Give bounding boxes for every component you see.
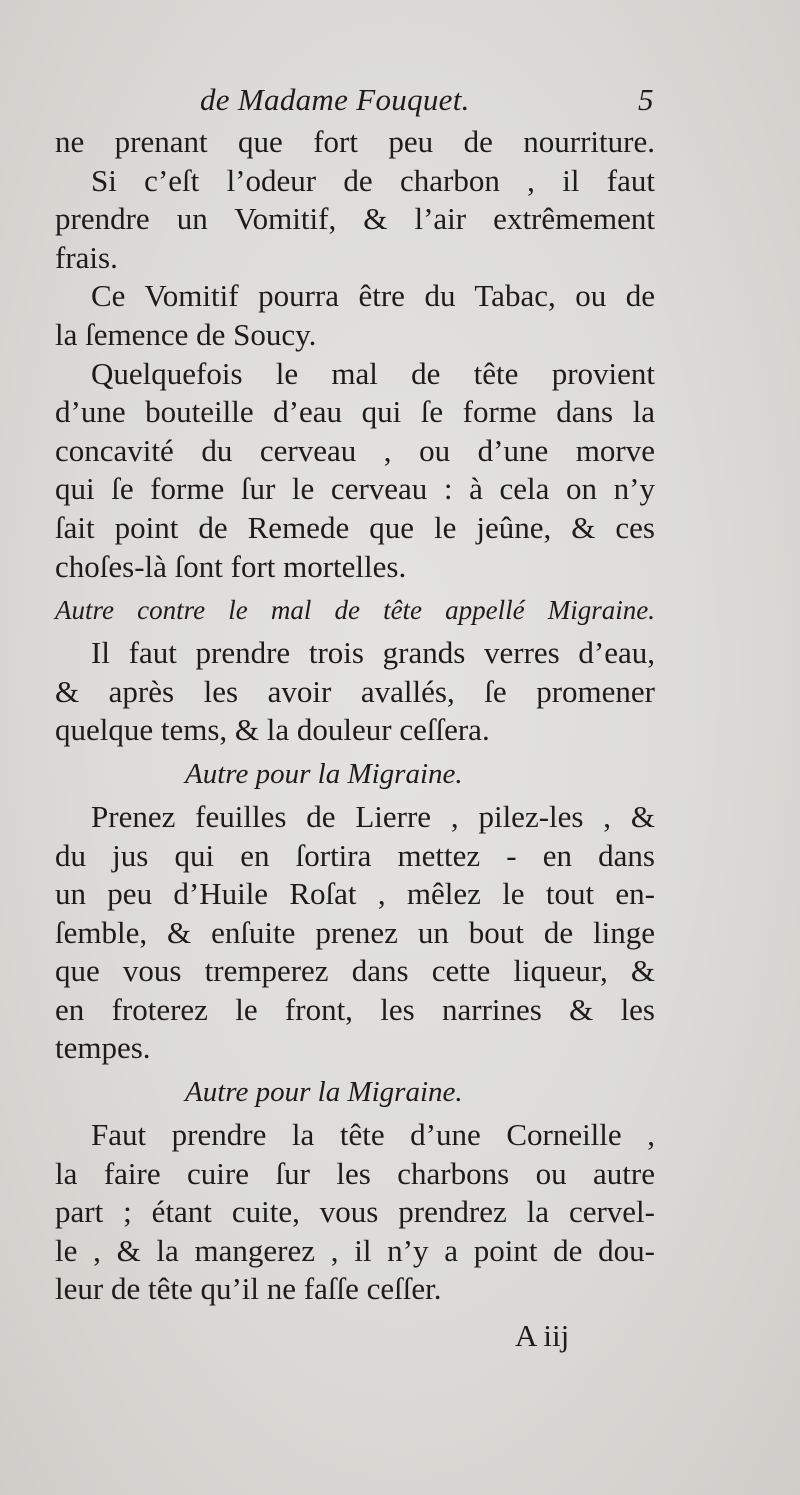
text-line: qui ſe forme ſur le cerveau : à cela on n’y — [55, 471, 655, 507]
text-line: du jus qui en ſortira mettez - en dans — [55, 837, 655, 873]
page-number: 5 — [638, 82, 654, 117]
text-line: en froterez le front, les narrines & les — [55, 991, 655, 1027]
text-line: Quelquefois le mal de tête provient — [91, 355, 655, 391]
text-line: la ſemence de Soucy. — [55, 316, 317, 352]
text-line: part ; étant cuite, vous prendrez la cervel- — [55, 1194, 655, 1230]
section-heading: Autre pour la Migraine. — [185, 1076, 463, 1109]
section-heading: Autre pour la Migraine. — [185, 757, 463, 790]
text-line: la faire cuire ſur les charbons ou autre — [55, 1155, 655, 1191]
text-line: Prenez feuilles de Lierre , pilez-les , & — [91, 798, 655, 834]
text-line: quelque tems, & la douleur ceſſera. — [55, 712, 490, 748]
text-line: Faut prendre la tête d’une Corneille , — [91, 1117, 655, 1153]
section-heading: Autre contre le mal de tête appellé Migraine. — [55, 595, 655, 626]
text-line: le , & la mangerez , il n’y a point de dou- — [55, 1232, 655, 1268]
page-header — [0, 82, 800, 128]
running-title: de Madame Fouquet. — [200, 82, 470, 117]
text-line: Il faut prendre trois grands verres d’eau, — [91, 635, 655, 671]
signature-mark: A iij — [515, 1318, 570, 1353]
text-line: un peu d’Huile Roſat , mêlez le tout en- — [55, 876, 655, 912]
body-text — [55, 123, 655, 1309]
text-line: que vous tremperez dans cette liqueur, & — [55, 953, 655, 989]
text-line: leur de tête qu’il ne faſſe ceſſer. — [55, 1271, 442, 1307]
text-line: tempes. — [55, 1030, 151, 1066]
text-line: & après les avoir avallés, ſe promener — [55, 673, 655, 709]
text-line: d’une bouteille d’eau qui ſe forme dans la — [55, 394, 655, 430]
text-line: concavité du cerveau , ou d’une morve — [55, 432, 655, 468]
text-line: choſes-là ſont fort mortelles. — [55, 548, 407, 584]
text-line: ſait point de Remede que le jeûne, & ces — [55, 509, 655, 545]
text-line: Ce Vomitif pourra être du Tabac, ou de — [91, 278, 655, 314]
text-line: frais. — [55, 239, 118, 275]
text-line: ſemble, & enſuite prenez un bout de linge — [55, 914, 655, 950]
text-line: prendre un Vomitif, & l’air extrêmement — [55, 201, 655, 237]
text-line: Si c’eſt l’odeur de charbon , il faut — [91, 162, 655, 198]
text-line: ne prenant que fort peu de nourriture. — [55, 124, 655, 159]
